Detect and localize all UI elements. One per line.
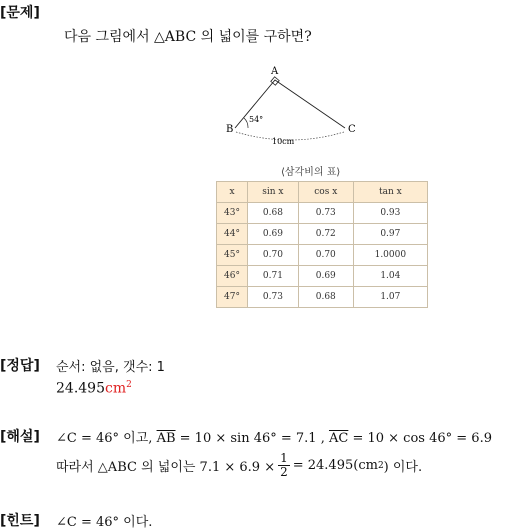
vertex-a-label: A xyxy=(271,66,279,77)
header-x: x xyxy=(217,182,248,203)
vertex-b-label: B xyxy=(226,124,234,135)
cell-sin: 0.73 xyxy=(248,287,299,308)
trig-table xyxy=(216,181,428,308)
table-caption: ⟨삼각비의 표⟩ xyxy=(281,167,341,178)
fraction-numerator: 1 xyxy=(280,451,288,465)
explanation-line2-c: ) 이다. xyxy=(383,460,423,475)
table-row xyxy=(217,203,428,224)
cell-cos: 0.68 xyxy=(298,287,353,308)
table-header-row xyxy=(217,182,428,203)
hint-label: [힌트] xyxy=(0,513,40,529)
explanation-line2-exponent: 2 xyxy=(377,460,384,471)
explanation-line1-b: = 10 × sin 46° = 7.1 , xyxy=(175,431,329,446)
angle-arc xyxy=(244,118,248,128)
header-cos: cos x xyxy=(298,182,353,203)
cell-cos: 0.69 xyxy=(298,266,353,287)
triangle-figure xyxy=(220,60,370,150)
cell-sin: 0.71 xyxy=(248,266,299,287)
cell-cos: 0.72 xyxy=(298,224,353,245)
cell-sin: 0.69 xyxy=(248,224,299,245)
hint-text: ∠C = 46° 이다. xyxy=(56,515,153,530)
problem-label: [문제] xyxy=(0,5,40,21)
explanation-line2-b: = 24.495(cm xyxy=(292,458,378,473)
fraction-one-half xyxy=(278,452,290,479)
cell-angle: 44° xyxy=(217,224,248,245)
cell-angle: 47° xyxy=(217,287,248,308)
segment-ac: $\overline{AC}$ xyxy=(328,431,349,446)
cell-cos: 0.73 xyxy=(298,203,353,224)
table-row xyxy=(217,287,428,308)
explanation-line2-a: 따라서 △ABC 의 넓이는 7.1 × 6.9 × xyxy=(56,460,276,475)
fraction-denominator: 2 xyxy=(280,465,288,479)
cell-cos: 0.70 xyxy=(298,245,353,266)
answer-label: [정답] xyxy=(0,358,40,374)
segment-ab: $\overline{AB}$ xyxy=(156,431,176,446)
explanation-line1-c: = 10 × cos 46° = 6.9 xyxy=(348,431,492,446)
explanation-line-2 xyxy=(56,452,422,479)
cell-angle: 46° xyxy=(217,266,248,287)
answer-value-line xyxy=(56,380,132,397)
cell-angle: 45° xyxy=(217,245,248,266)
cell-tan: 1.07 xyxy=(353,287,427,308)
side-bc-label: 10cm xyxy=(272,137,295,146)
angle-b-label: 54° xyxy=(249,115,264,124)
table-row xyxy=(217,224,428,245)
explanation-label: [해설] xyxy=(0,429,40,445)
cell-tan: 1.04 xyxy=(353,266,427,287)
cell-tan: 1.0000 xyxy=(353,245,427,266)
table-row xyxy=(217,245,428,266)
cell-angle: 43° xyxy=(217,203,248,224)
cell-tan: 0.93 xyxy=(353,203,427,224)
answer-meta: 순서: 없음, 갯수: 1 xyxy=(56,360,165,375)
answer-unit: cm xyxy=(105,380,127,397)
explanation-line1-a: ∠C = 46° 이고, xyxy=(56,431,157,446)
header-sin: sin x xyxy=(248,182,299,203)
answer-unit-exponent: 2 xyxy=(126,380,132,390)
explanation-line-1 xyxy=(56,427,492,446)
answer-value: 24.495 xyxy=(56,380,105,397)
header-tan: tan x xyxy=(353,182,427,203)
table-row xyxy=(217,266,428,287)
problem-text: 다음 그림에서 △ABC 의 넓이를 구하면? xyxy=(64,29,312,45)
cell-sin: 0.70 xyxy=(248,245,299,266)
cell-tan: 0.97 xyxy=(353,224,427,245)
cell-sin: 0.68 xyxy=(248,203,299,224)
vertex-c-label: C xyxy=(348,124,356,135)
